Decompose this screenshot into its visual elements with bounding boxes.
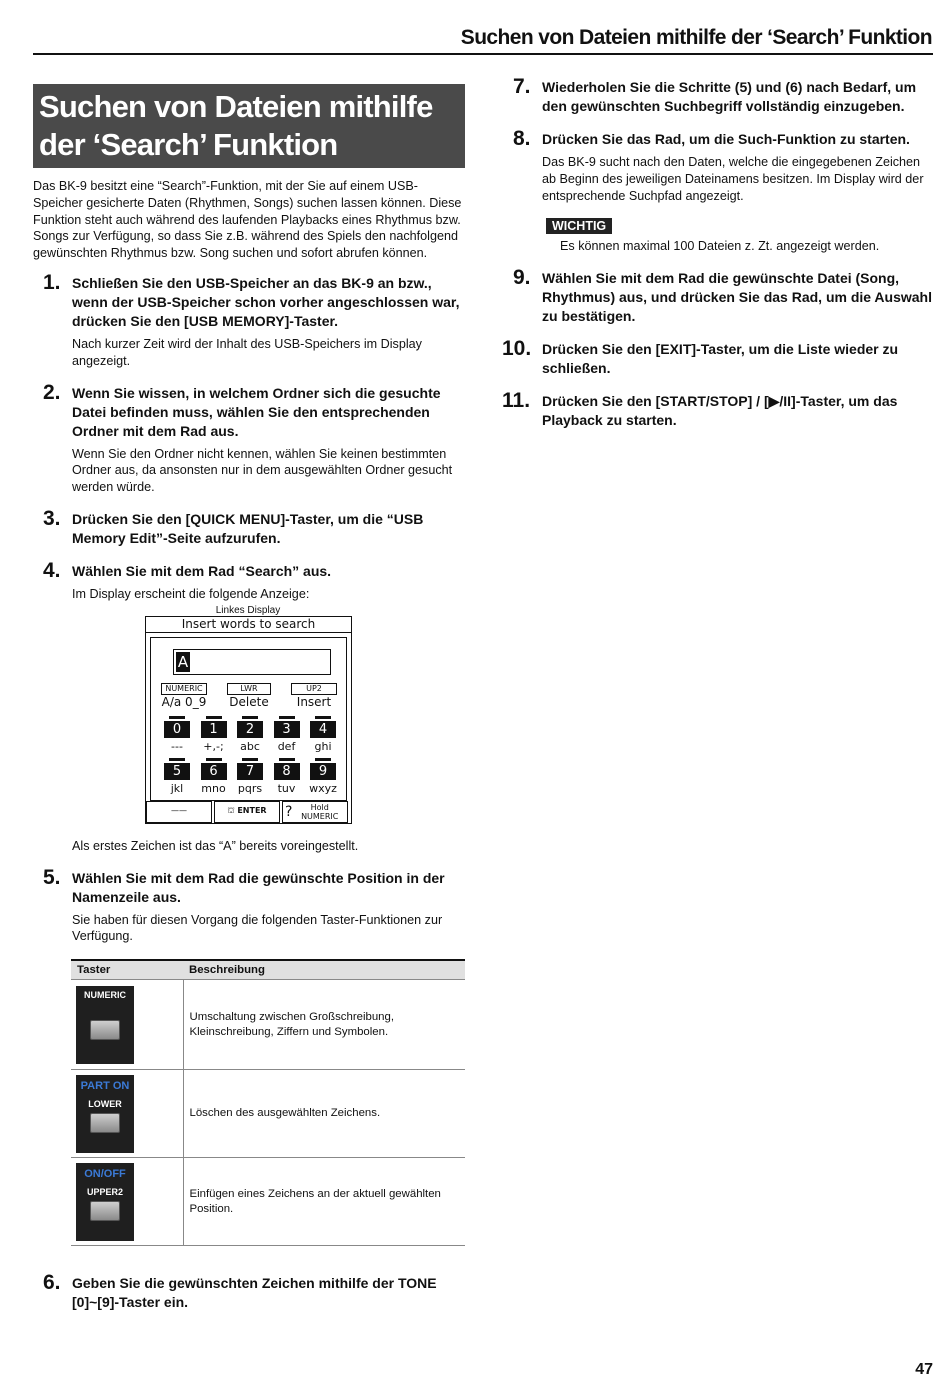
- table-cell-desc: Löschen des ausgewählten Zeichens.: [183, 1070, 465, 1158]
- step-heading: Geben Sie die gewünschten Zeichen mithilfe der TONE [0]~[9]-Taster ein.: [72, 1275, 437, 1311]
- step-heading: Wenn Sie wissen, in welchem Ordner sich die gesuchte Datei befinden muss, wählen Sie den entsprechenden Ordner mit dem Rad aus.: [72, 384, 441, 439]
- step-8: [510, 127, 935, 204]
- step-number: 11.: [502, 389, 531, 413]
- right-column: [502, 75, 935, 430]
- step-heading: Drücken Sie den [START/STOP] / [▶/II]-Taster, um das Playback zu starten.: [542, 393, 898, 429]
- lcd-key: 0 ---: [163, 716, 191, 753]
- lcd-fn-insert: UP2 Insert: [291, 683, 337, 709]
- step-heading: Wählen Sie mit dem Rad “Search” aus.: [72, 562, 332, 579]
- lcd-cursor: A: [177, 652, 189, 671]
- step-heading: Drücken Sie den [QUICK MENU]-Taster, um die “USB Memory Edit”-Seite aufzurufen.: [72, 510, 424, 546]
- step-3: [33, 506, 465, 548]
- lcd-enter-cell: ⛫ ENTER: [214, 801, 280, 823]
- table-cell-desc: Umschaltung zwischen Großschreibung, Kleinschreibung, Ziffern und Symbolen.: [183, 980, 465, 1070]
- numeric-button-image: NUMERIC: [76, 986, 134, 1064]
- lcd-name-field: [173, 649, 331, 675]
- table-header-description: Beschreibung: [183, 960, 465, 980]
- lcd-fn-delete: LWR Delete: [227, 683, 271, 709]
- step-number: 5.: [43, 865, 61, 889]
- step-number: 1.: [43, 270, 61, 294]
- step-6: [33, 1271, 465, 1312]
- lcd-fn-numeric: NUMERIC A/a 0_9: [161, 683, 207, 709]
- step-7: [510, 75, 935, 116]
- button-function-table: [71, 959, 465, 1246]
- left-column: [33, 84, 465, 1312]
- lcd-key: 8 tuv: [273, 758, 301, 795]
- step-body: Wenn Sie den Ordner nicht kennen, wählen Sie keinen bestimmten Ordner aus, da ansonsten nur in dem ausgewählten Ordner gesucht werden würde.: [72, 446, 453, 495]
- table-row: [71, 1158, 465, 1246]
- step-heading: Wiederholen Sie die Schritte (5) und (6) nach Bedarf, um den gewünschten Suchbegriff vollständig einzugeben.: [542, 79, 917, 114]
- step-number: 3.: [43, 506, 61, 530]
- question-icon: ?: [285, 803, 293, 820]
- lcd-key: 6 mno: [200, 758, 228, 795]
- lcd-input-panel: [150, 637, 347, 801]
- step-heading: Schließen Sie den USB-Speicher an das BK-9 an bzw., wenn der USB-Speicher schon vorher angeschlossen war, drücken Sie den [USB MEMORY]-Taster.: [72, 274, 460, 329]
- step-4-after: Als erstes Zeichen ist das “A” bereits voreingestellt.: [72, 838, 359, 853]
- upper2-button-image: ON/OFF UPPER2: [76, 1163, 134, 1241]
- lcd-key: 5 jkl: [163, 758, 191, 795]
- step-9: [510, 266, 935, 326]
- step-4: [33, 558, 465, 603]
- important-badge: WICHTIG: [546, 218, 612, 234]
- lcd-key: 2 abc: [236, 716, 264, 753]
- step-body: Im Display erscheint die folgende Anzeige:: [72, 586, 310, 601]
- table-row: [71, 980, 465, 1070]
- lcd-key: 7 pqrs: [236, 758, 264, 795]
- running-header: Suchen von Dateien mithilfe der ‘Search’ Funktion: [460, 26, 932, 49]
- step-5: [33, 865, 465, 946]
- lcd-blank-cell: ——: [146, 801, 212, 823]
- step-2: [33, 380, 465, 496]
- lower-button-image: PART ON LOWER: [76, 1075, 134, 1153]
- lcd-keys-row-2: [163, 758, 337, 795]
- display-caption: Linkes Display: [215, 604, 281, 616]
- step-heading: Drücken Sie das Rad, um die Such-Funktion zu starten.: [542, 131, 910, 147]
- binoculars-icon: ⛫: [227, 805, 235, 815]
- lcd-keys-row-1: [163, 716, 337, 753]
- table-header-taster: Taster: [71, 960, 183, 980]
- important-note: Es können maximal 100 Dateien z. Zt. angezeigt werden.: [560, 239, 880, 254]
- step-number: 7.: [513, 75, 531, 98]
- step-number: 6.: [43, 1271, 61, 1295]
- section-title: Suchen von Dateien mithilfe der ‘Search’ Funktion: [33, 84, 465, 168]
- step-number: 9.: [513, 266, 531, 290]
- step-number: 2.: [43, 380, 61, 404]
- lcd-key: 4 ghi: [309, 716, 337, 753]
- step-body: Sie haben für diesen Vorgang die folgenden Taster-Funktionen zur Verfügung.: [72, 912, 443, 944]
- step-11: [502, 389, 935, 430]
- step-1: [33, 270, 465, 370]
- lcd-title: Insert words to search: [146, 617, 351, 633]
- step-10: [502, 337, 935, 378]
- lcd-bottom-bar: [146, 801, 350, 823]
- step-heading: Drücken Sie den [EXIT]-Taster, um die Liste wieder zu schließen.: [542, 341, 899, 377]
- header-rule: [33, 53, 933, 55]
- table-cell-desc: Einfügen eines Zeichens an der aktuell gewählten Position.: [183, 1158, 465, 1246]
- step-heading: Wählen Sie mit dem Rad die gewünschte Datei (Song, Rhythmus) aus, und drücken Sie das Rad, um die Auswahl zu bestätigen.: [542, 270, 932, 325]
- lcd-key: 3 def: [273, 716, 301, 753]
- step-number: 4.: [43, 558, 61, 582]
- lcd-key: 9 wxyz: [309, 758, 337, 795]
- intro-text: Das BK-9 besitzt eine “Search”-Funktion, mit der Sie auf einem USB-Speicher gesicherte Daten (Rhythmen, Songs) suchen lassen können. Diese Funktion steht auch während des laufenden Playbacks eines Rhythmus bzw. Songs zur Verfügung, so dass Sie z.B. während des Spiels den nachfolgend gewünschten Rhythmus bzw. Song suchen und sofort abrufen können.: [33, 179, 462, 261]
- table-row: [71, 1070, 465, 1158]
- step-body: Das BK-9 sucht nach den Daten, welche die eingegebenen Zeichen ab Beginn des jeweiligen Dateinamens besitzen. Im Display wird der entsprechende Suchpfad angezeigt.: [542, 155, 924, 203]
- page-number: 47: [915, 1361, 933, 1378]
- lcd-display: [145, 616, 352, 824]
- lcd-key: 1 +,-;: [200, 716, 228, 753]
- lcd-hold-cell: ? Hold NUMERIC: [282, 801, 348, 823]
- step-body: Nach kurzer Zeit wird der Inhalt des USB-Speichers im Display angezeigt.: [72, 336, 422, 368]
- step-heading: Wählen Sie mit dem Rad die gewünschte Position in der Namenzeile aus.: [72, 869, 445, 905]
- step-number: 10.: [502, 337, 532, 361]
- step-number: 8.: [513, 127, 531, 150]
